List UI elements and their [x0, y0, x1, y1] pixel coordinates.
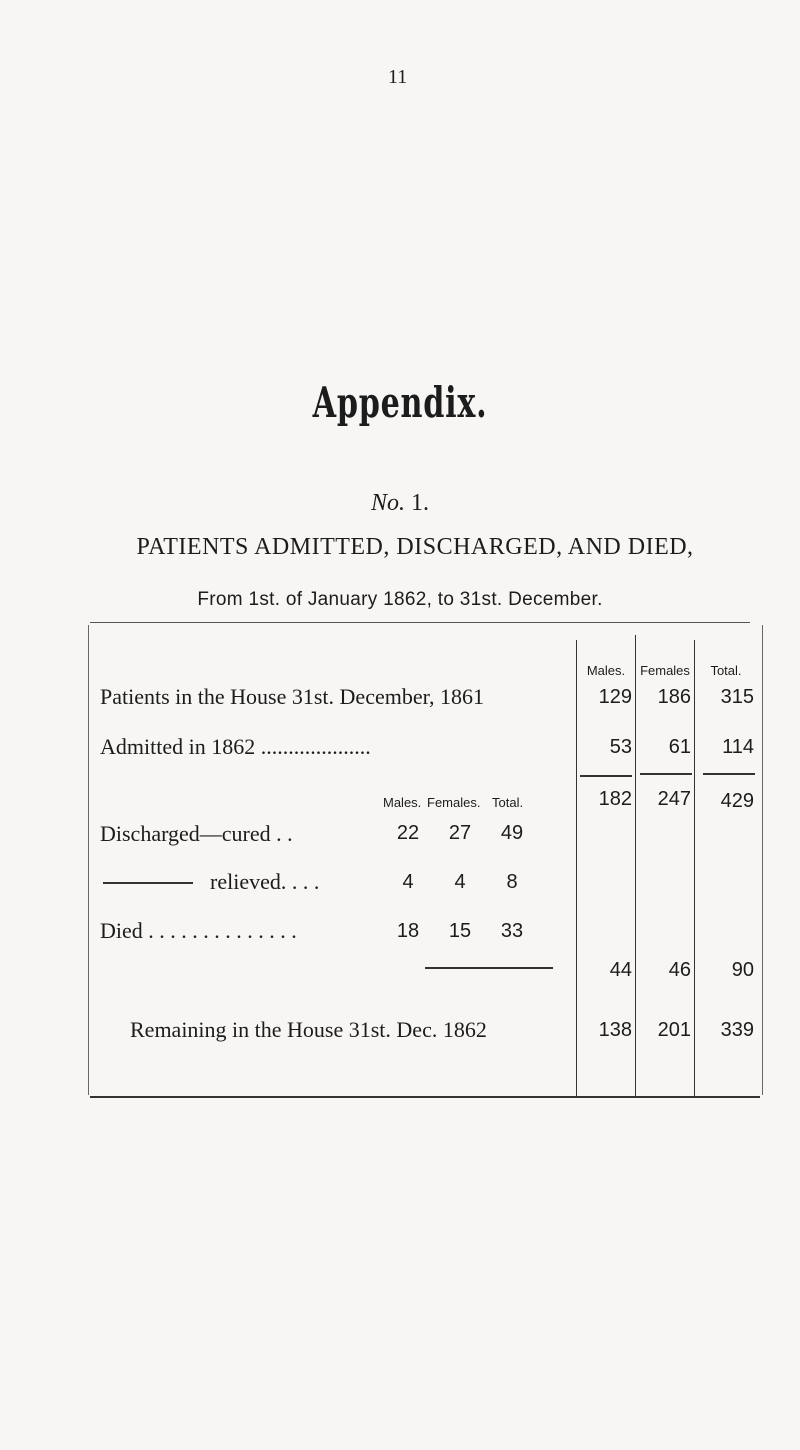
- cell-sum-males: 182: [598, 788, 632, 810]
- table-right-rule: [762, 625, 763, 1095]
- sub-header-males: Males.: [383, 795, 422, 810]
- cell-admitted-total: 114: [722, 736, 754, 758]
- cell-died-males: 18: [396, 920, 420, 942]
- cell-died-females: 15: [448, 920, 472, 942]
- table-number-value: 1.: [411, 490, 429, 516]
- sum-rule-males: [580, 775, 632, 777]
- cell-out-males: 44: [609, 959, 632, 981]
- column-divider-label: [576, 640, 577, 1096]
- page-number: 11: [388, 66, 408, 88]
- cell-sum-total: 429: [720, 790, 754, 812]
- sub-header-total: Total.: [492, 795, 524, 810]
- row-label-relieved: relieved. . . .: [210, 869, 320, 894]
- cell-in-house-total: 315: [720, 686, 754, 708]
- row-label-admitted: Admitted in 1862 ....................: [100, 734, 371, 759]
- cell-sum-females: 247: [657, 788, 691, 810]
- page-title: PATIENTS ADMITTED, DISCHARGED, AND DIED,: [136, 534, 694, 560]
- table-left-rule: [88, 625, 89, 1095]
- cell-out-total: 90: [731, 959, 754, 981]
- breakdown-sum-rule: [425, 967, 553, 969]
- table-top-rule: [90, 622, 750, 623]
- column-divider-females: [694, 640, 695, 1096]
- row-label-died: Died . . . . . . . . . . . . . .: [100, 918, 297, 943]
- table-number: [0, 490, 800, 517]
- page-subtitle: From 1st. of January 1862, to 31st. December.: [197, 589, 603, 610]
- ditto-dash: [103, 882, 193, 884]
- cell-relieved-males: 4: [402, 871, 414, 893]
- cell-admitted-females: 61: [668, 736, 691, 758]
- column-header-total: Total.: [710, 663, 742, 678]
- row-label-remaining: Remaining in the House 31st. Dec. 1862: [130, 1017, 487, 1042]
- cell-in-house-males: 129: [598, 686, 632, 708]
- column-divider-males: [635, 635, 636, 1096]
- column-header-females: Females: [640, 663, 690, 678]
- cell-cured-total: 49: [500, 822, 524, 844]
- table-number-label: No.: [370, 490, 405, 516]
- appendix-heading: Appendix.: [312, 378, 488, 427]
- row-label-cured: Discharged—cured . .: [100, 821, 293, 846]
- sum-rule-total: [703, 773, 755, 775]
- cell-died-total: 33: [500, 920, 524, 942]
- row-label-in-house: Patients in the House 31st. December, 1861: [100, 684, 485, 709]
- cell-cured-males: 22: [396, 822, 420, 844]
- cell-remaining-males: 138: [598, 1019, 632, 1041]
- cell-relieved-females: 4: [454, 871, 466, 893]
- table-bottom-rule: [90, 1096, 760, 1098]
- cell-cured-females: 27: [448, 822, 472, 844]
- cell-relieved-total: 8: [506, 871, 518, 893]
- cell-out-females: 46: [668, 959, 691, 981]
- sum-rule-females: [640, 773, 692, 775]
- column-header-males: Males.: [586, 663, 626, 678]
- cell-remaining-females: 201: [657, 1019, 691, 1041]
- cell-remaining-total: 339: [720, 1019, 754, 1041]
- cell-in-house-females: 186: [657, 686, 691, 708]
- sub-header-females: Females.: [427, 795, 481, 810]
- cell-admitted-males: 53: [609, 736, 632, 758]
